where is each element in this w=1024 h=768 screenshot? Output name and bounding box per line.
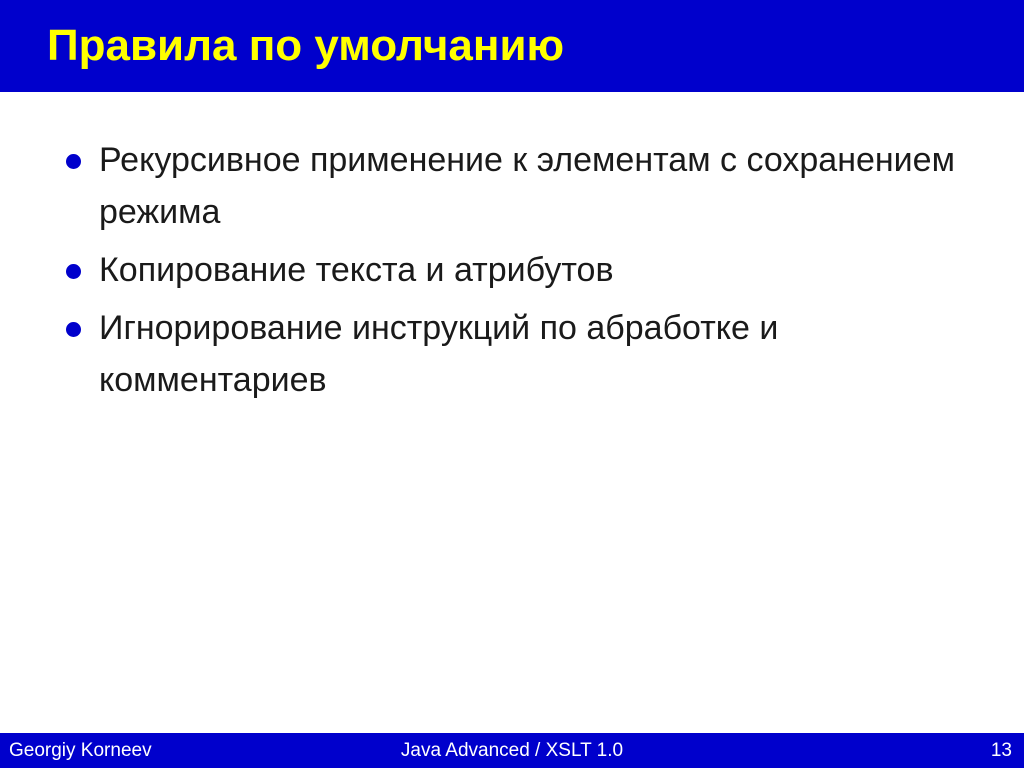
bullet-text: Копирование текста и атрибутов xyxy=(99,251,614,289)
bullet-dot-icon xyxy=(66,264,81,279)
footer-author: Georgiy Korneev xyxy=(9,740,152,761)
footer-course-title: Java Advanced / XSLT 1.0 xyxy=(400,740,624,761)
bullet-text: Рекурсивное применение к элементам с сохранением режима xyxy=(99,141,955,231)
slide-header xyxy=(0,0,1024,92)
bullet-item-ignore-instructions-comments xyxy=(62,302,982,406)
bullet-text: Игнорирование инструкций по абработке и комментариев xyxy=(99,309,779,399)
bullet-dot-icon xyxy=(66,322,81,337)
bullet-item-copy-text-attributes xyxy=(62,244,982,296)
slide-page-number: 13 xyxy=(990,740,1012,761)
bullet-dot-icon xyxy=(66,154,81,169)
slide-footer xyxy=(0,733,1024,768)
bullet-list xyxy=(62,134,982,412)
slide-title: Правила по умолчанию xyxy=(47,21,565,70)
bullet-item-recursive-application xyxy=(62,134,982,238)
